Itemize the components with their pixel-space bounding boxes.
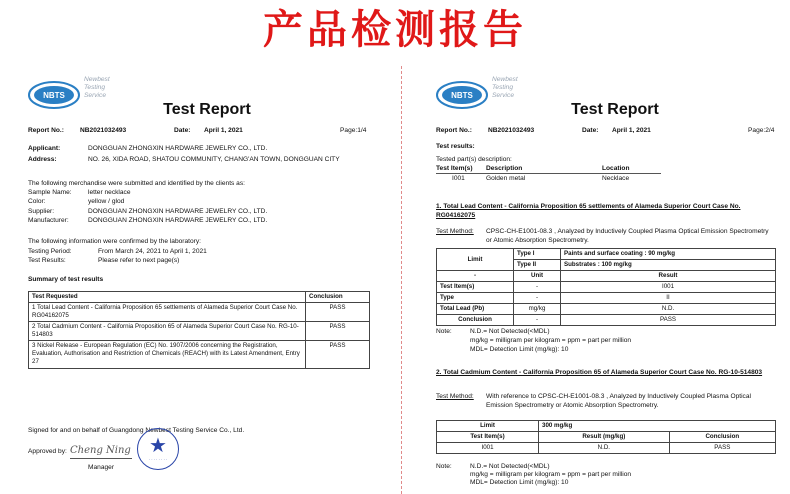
logo-text: NBTS (451, 91, 473, 100)
test-cell: 3 Nickel Release - European Regulation (EC) No. 1907/2006 concerning the Registration, Evaluation, Authorisation and Restriction of Chemicals (REACH) with its Latest Amendment, Entry 27 (29, 341, 306, 368)
type2-cell: Type II (514, 260, 561, 271)
brand-line-3: Service (492, 92, 514, 99)
type1-value: Paints and surface coating : 90 mg/kg (561, 249, 776, 260)
report-no-label: Report No.: (436, 127, 472, 134)
note-2-label: Note: (436, 463, 452, 470)
color-value: yellow / glod (88, 198, 125, 205)
supplier-value: DONGGUAN ZHONGXIN HARDWARE JEWELRY CO., LTD. (88, 208, 268, 215)
table-row (29, 322, 370, 341)
table-row (437, 271, 776, 282)
limit-cell: Limit (437, 249, 514, 271)
report-title: Test Report (163, 101, 251, 118)
date-value: April 1, 2021 (204, 127, 243, 134)
result-cell: N.D. (539, 443, 670, 454)
type2-value: Substrates : 100 mg/kg (561, 260, 776, 271)
note-1-c: MDL= Detection Limit (mg/kg): 10 (470, 346, 569, 353)
table-row (437, 315, 776, 326)
section-1-method: CPSC-CH-E1001-08.3 , Analyzed by Inductively Coupled Plasma Optical Emission Spectrometry or Atomic Absorption Spectrometry. (486, 228, 769, 244)
table-row (437, 282, 776, 293)
section-2-title: 2. Total Cadmium Content - California Proposition 65 of Alameda Superior Court Case No. RG-10-514803 (436, 369, 763, 376)
table-header-row (29, 292, 370, 303)
table-row (437, 443, 776, 454)
item-cell: I001 (437, 443, 539, 454)
report-page-1 (22, 70, 392, 490)
parts-header-item: Test Item(s) (436, 165, 473, 172)
row-item-label: Test Item(s) (437, 282, 514, 293)
conclusion-cell: PASS (306, 341, 370, 368)
signature-line (70, 458, 132, 459)
parts-header-location: Location (602, 165, 630, 172)
row-type-value: II (561, 293, 776, 304)
section-2-method-label: Test Method: (436, 393, 474, 400)
date-value: April 1, 2021 (612, 127, 651, 134)
table-row (437, 421, 776, 432)
date-label: Date: (174, 127, 191, 134)
limit-cell: Limit (437, 421, 539, 432)
summary-table (28, 291, 370, 369)
address-value: NO. 26, XIDA ROAD, SHATOU COMMUNITY, CHANG'AN TOWN, DONGGUAN CITY (88, 156, 340, 163)
note-2-b: mg/kg = milligram per kilogram = ppm = part per million (470, 471, 632, 478)
address-label: Address: (28, 156, 57, 163)
parts-header-description: Description (486, 165, 523, 172)
row-lead-unit: mg/kg (514, 304, 561, 315)
brand-name (84, 76, 110, 100)
brand-name (492, 76, 518, 100)
row-lead-value: N.D. (561, 304, 776, 315)
summary-heading: Summary of test results (28, 276, 104, 283)
table-row (437, 304, 776, 315)
row-lead-label: Total Lead (Pb) (437, 304, 514, 315)
col-test-item: Test Item(s) (437, 432, 539, 443)
note-1-label: Note: (436, 328, 452, 335)
brand-line-2: Testing (492, 84, 514, 91)
parts-item: I001 (452, 175, 465, 182)
unit-header: Unit (514, 271, 561, 282)
test-cell: 1 Total Lead Content - California Proposition 65 settlements of Alameda Superior Court Case No. RG04162075 (29, 303, 306, 322)
sample-name-value: letter necklace (88, 189, 131, 196)
confirm-text: The following information were confirmed by the laboratory: (28, 238, 201, 245)
logo-text: NBTS (43, 91, 65, 100)
note-2-c: MDL= Detection Limit (mg/kg): 10 (470, 479, 569, 486)
row-conclusion-label: Conclusion (437, 315, 514, 326)
table-row (437, 293, 776, 304)
report-title: Test Report (571, 101, 659, 118)
page-number: Page:2/4 (748, 127, 775, 134)
page-number: Page:1/4 (340, 127, 367, 134)
applicant-value: DONGGUAN ZHONGXIN HARDWARE JEWELRY CO., LTD. (88, 145, 268, 152)
col-result: Result (mg/kg) (539, 432, 670, 443)
color-label: Color: (28, 198, 46, 205)
brand-line-3: Service (84, 92, 106, 99)
test-results-label: Test Results: (28, 257, 66, 264)
testing-period-label: Testing Period: (28, 248, 72, 255)
banner-title: 产品检测报告 (263, 7, 527, 53)
report-no: NB2021032493 (80, 127, 127, 134)
note-1-b: mg/kg = milligram per kilogram = ppm = part per million (470, 337, 632, 344)
manufacturer-value: DONGGUAN ZHONGXIN HARDWARE JEWELRY CO., LTD. (88, 217, 268, 224)
parts-description: Golden metal (486, 175, 526, 182)
report-no-label: Report No.: (28, 127, 64, 134)
section-1-method-label: Test Method: (436, 228, 474, 235)
conclusion-cell: PASS (306, 322, 370, 341)
row-type-label: Type (437, 293, 514, 304)
test-cell: 2 Total Cadmium Content - California Proposition 65 of Alameda Superior Court Case No. RG-10-514803 (29, 322, 306, 341)
parts-header-line (436, 173, 661, 174)
table-row (29, 303, 370, 322)
test-results-value: Please refer to next page(s) (98, 257, 180, 264)
col-conclusion: Conclusion (669, 432, 775, 443)
test-results-heading: Test results: (436, 143, 475, 150)
testing-period-value: From March 24, 2021 to April 1, 2021 (98, 248, 207, 255)
conclusion-cell: PASS (669, 443, 775, 454)
type1-cell: Type I (514, 249, 561, 260)
section-1-title: 1. Total Lead Content - California Proposition 65 settlements of Alameda Superior Court Case No. RG04162075 (436, 203, 741, 219)
brand-line-1: Newbest (492, 76, 518, 83)
table-row (437, 432, 776, 443)
row-conclusion-value: PASS (561, 315, 776, 326)
limit-value: 300 mg/kg (539, 421, 776, 432)
applicant-label: Applicant: (28, 145, 61, 152)
conclusion-cell: PASS (306, 303, 370, 322)
report-no: NB2021032493 (488, 127, 535, 134)
col-conclusion: Conclusion (306, 292, 370, 303)
signed-text: Signed for and on behalf of Guangdong Newbest Testing Service Co., Ltd. (28, 427, 245, 434)
table-row (29, 341, 370, 368)
sample-name-label: Sample Name: (28, 189, 72, 196)
brand-line-1: Newbest (84, 76, 110, 83)
dash-cell: - (437, 271, 514, 282)
intro-text: The following merchandise were submitted and identified by the clients as: (28, 180, 245, 187)
section-2-method: With reference to CPSC-CH-E1001-08.3 , Analyzed by Inductively Coupled Plasma Optical Emission Spectrometry or Atomic Absorption Spectrometry. (486, 393, 751, 409)
approved-label: Approved by: (28, 448, 67, 455)
note-1-a: N.D.= Not Detected(<MDL) (470, 328, 550, 335)
manufacturer-label: Manufacturer: (28, 217, 69, 224)
row-type-dash: - (514, 293, 561, 304)
manager-label: Manager (88, 464, 115, 471)
supplier-label: Supplier: (28, 208, 55, 215)
company-stamp-icon: ★ · · · · · · · · (137, 428, 179, 470)
page-divider (401, 66, 402, 494)
col-test-requested: Test Requested (29, 292, 306, 303)
tested-parts-label: Tested part(s) description: (436, 156, 512, 163)
parts-location: Necklace (602, 175, 630, 182)
row-item-value: I001 (561, 282, 776, 293)
table-row (437, 249, 776, 260)
row-conclusion-dash: - (514, 315, 561, 326)
cadmium-results-table (436, 420, 776, 454)
signature: Cheng Ning (70, 445, 131, 456)
report-page-2 (430, 70, 790, 490)
note-2-a: N.D.= Not Detected(<MDL) (470, 463, 550, 470)
lead-results-table (436, 248, 776, 326)
brand-line-2: Testing (84, 84, 106, 91)
result-header: Result (561, 271, 776, 282)
date-label: Date: (582, 127, 599, 134)
row-item-dash: - (514, 282, 561, 293)
